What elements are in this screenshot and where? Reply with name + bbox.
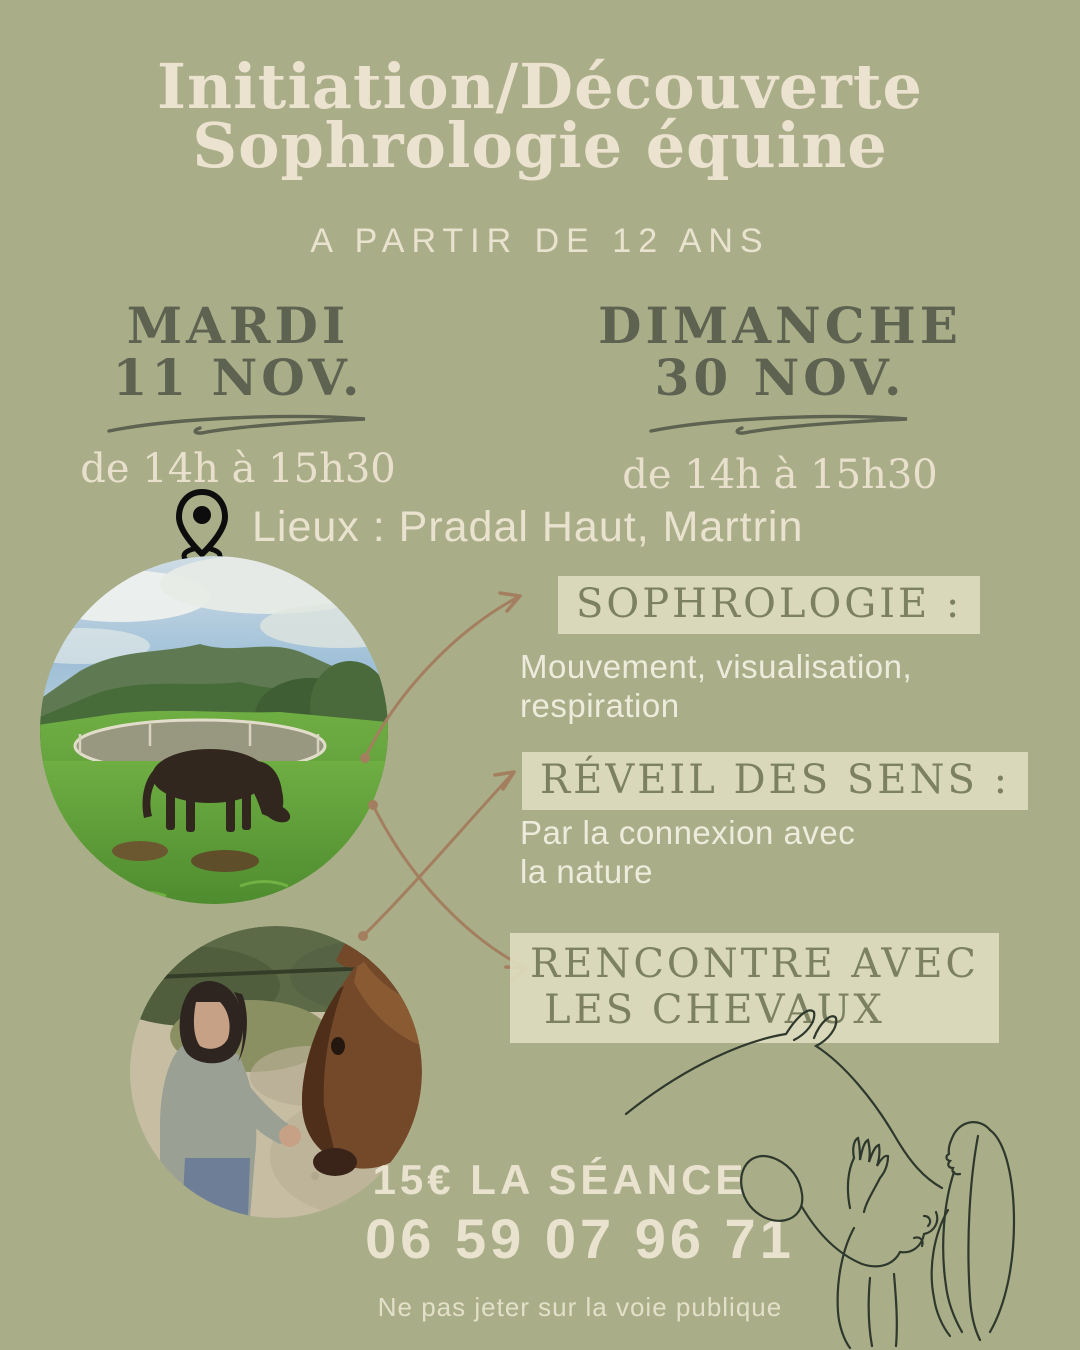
page-title [0,50,1080,182]
session-day: MARDI [126,296,350,355]
feature-body-reveil-des-sens: Par la connexion avec la nature [520,814,856,890]
feature-body-sophrologie: Mouvement, visualisation, respiration [520,648,913,724]
session-day: DIMANCHE [598,296,962,355]
session-date: 11 NOV. [112,348,364,407]
location-text: Lieux : Pradal Haut, Martrin [252,502,804,551]
session-date: 30 NOV. [654,348,906,407]
price-text: 15€ LA SÉANCE [372,1156,748,1203]
feature-label-sophrologie: SOPHROLOGIE : [558,576,980,634]
underline-squiggle-icon [645,410,915,438]
session-dimanche [580,296,980,498]
age-subtitle: A PARTIR DE 12 ANS [310,222,770,260]
feature-label-rencontre-chevaux: RENCONTRE AVEC LES CHEVAUX [510,933,999,1043]
pasture-photo [40,556,388,904]
session-time: de 14h à 15h30 [80,446,396,492]
underline-squiggle-icon [103,410,373,438]
title-line-1: Initiation/Découverte [157,50,923,123]
session-mardi [48,296,428,492]
location-row [170,486,803,568]
feature-label-reveil-des-sens: RÉVEIL DES SENS : [522,752,1028,810]
phone-number: 06 59 07 96 71 [365,1207,795,1270]
title-line-2: Sophrologie équine [192,108,888,182]
legal-note: Ne pas jeter sur la voie publique [377,1292,783,1322]
horse-woman-line-art [618,1002,1058,1350]
session-time: de 14h à 15h30 [622,452,938,498]
